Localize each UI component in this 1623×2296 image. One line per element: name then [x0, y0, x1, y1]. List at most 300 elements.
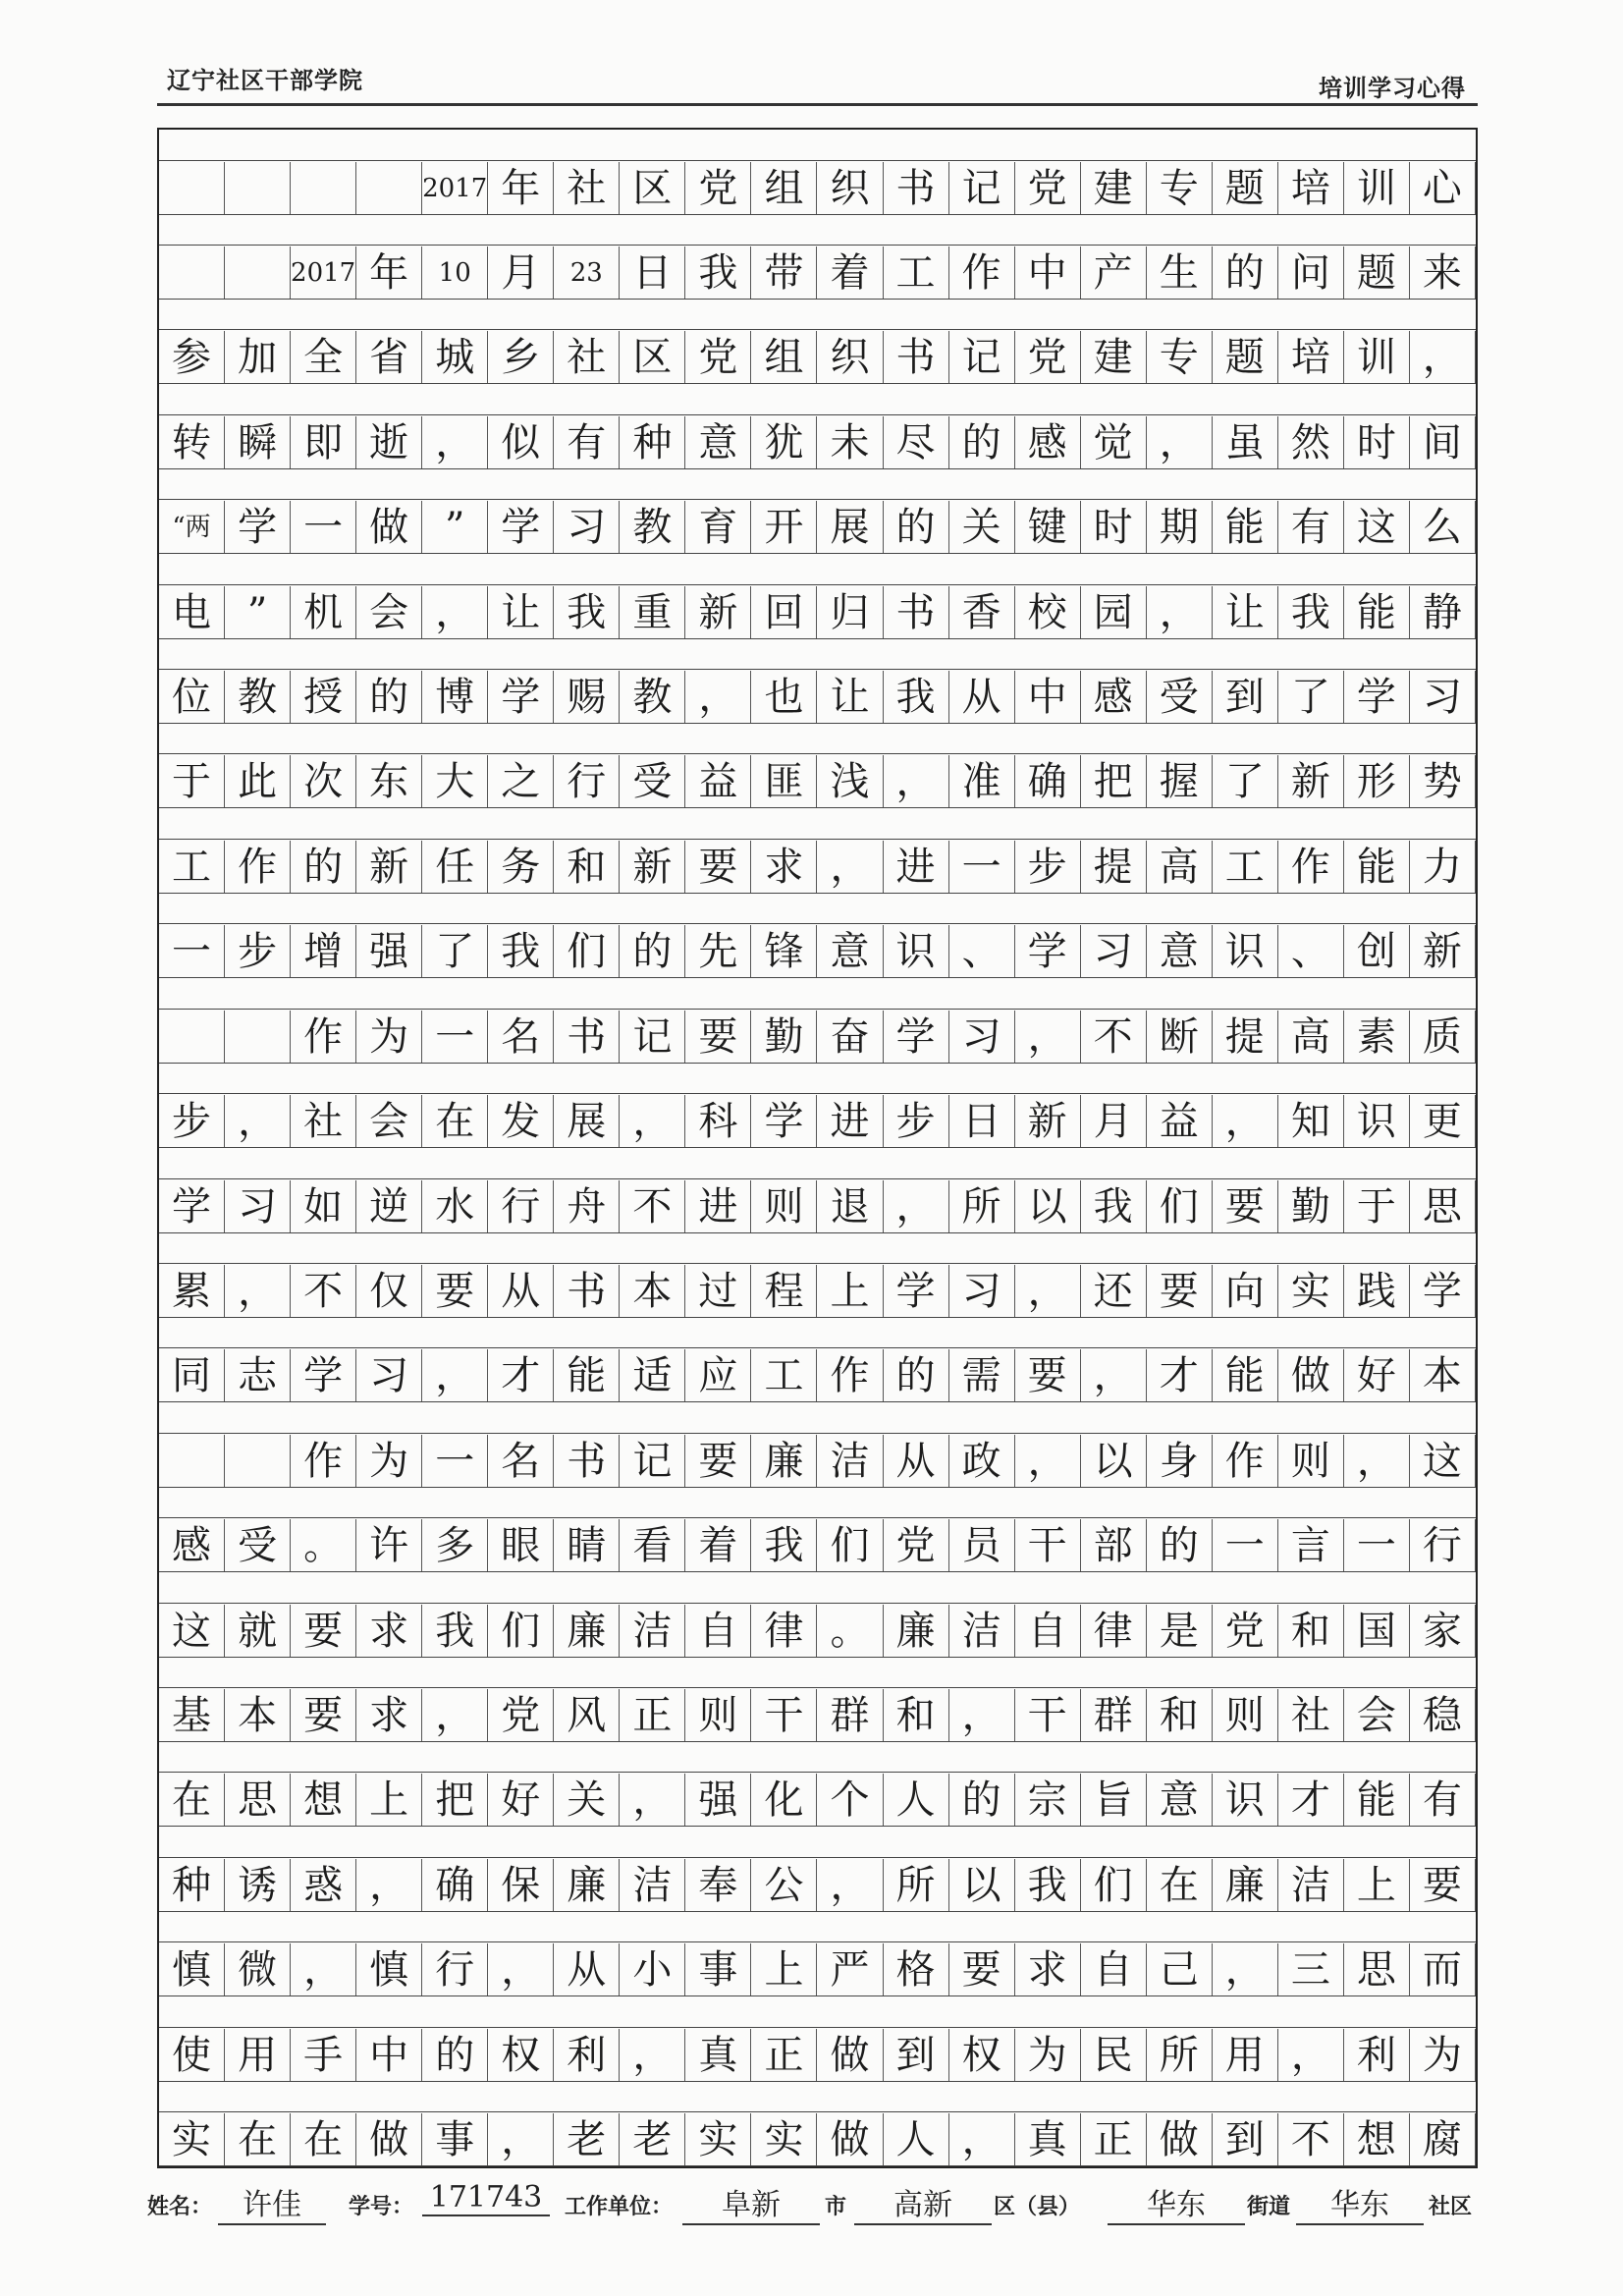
grid-cell: 要: [291, 1689, 356, 1742]
grid-cell: 2017: [422, 162, 488, 215]
grid-cell: 确: [422, 1859, 488, 1912]
grid-cell: 化: [751, 1774, 817, 1827]
student-id-value: 171743: [422, 2180, 550, 2216]
grid-cell: 事: [685, 1943, 751, 1996]
grid-cell: 我: [554, 586, 620, 639]
grid-cell: ，: [1015, 1435, 1081, 1488]
grid-cell: 社: [1278, 1689, 1344, 1742]
grid-cell: 高: [1278, 1011, 1344, 1064]
grid-cell: 断: [1147, 1011, 1213, 1064]
grid-cell: 还: [1081, 1265, 1147, 1318]
grid-cell: 慎: [159, 1943, 225, 1996]
grid-cell: 了: [1213, 755, 1278, 808]
grid-cell: 上: [817, 1265, 883, 1318]
grid-cell: ，: [1213, 1943, 1278, 1996]
grid-cell: 乡: [488, 331, 554, 384]
grid-cell: 实: [1278, 1265, 1344, 1318]
grid-cell: 学: [884, 1265, 949, 1318]
grid-cell: ，: [1278, 2029, 1344, 2082]
grid-cell: 本: [620, 1265, 685, 1318]
grid-cell: 所: [1147, 2029, 1213, 2082]
grid-cell: 基: [159, 1689, 225, 1742]
grid-cell: 和: [1278, 1605, 1344, 1658]
grid-cell: 行: [488, 1180, 554, 1233]
grid-cell: 城: [422, 331, 488, 384]
grid-cell: 以: [1015, 1180, 1081, 1233]
grid-cell: ，: [620, 2029, 685, 2082]
grid-cell: 以: [1081, 1435, 1147, 1488]
grid-cell: 似: [488, 416, 554, 469]
grid-row: [159, 1996, 1476, 2082]
grid-cell: 我: [1081, 1180, 1147, 1233]
grid-cell: 能: [1344, 1774, 1410, 1827]
grid-cell: 真: [1015, 2113, 1081, 2166]
grid-cell: 保: [488, 1859, 554, 1912]
grid-cell: 高: [1147, 841, 1213, 894]
footer-info: [147, 2180, 1483, 2223]
grid-row: [159, 1148, 1476, 1233]
grid-cell: 党: [685, 162, 751, 215]
grid-cell: 记: [949, 162, 1015, 215]
grid-row: [159, 384, 1476, 469]
grid-cell: 所: [949, 1180, 1015, 1233]
grid-cell: 机: [291, 586, 356, 639]
grid-cell: 勤: [1278, 1180, 1344, 1233]
grid-cell: 适: [620, 1349, 685, 1402]
grid-cell: 一: [422, 1435, 488, 1488]
grid-cell: 记: [620, 1011, 685, 1064]
grid-cell: 组: [751, 331, 817, 384]
grid-cell: 洁: [1278, 1859, 1344, 1912]
grid-cell: 的: [1213, 246, 1278, 300]
grid-cell: 犹: [751, 416, 817, 469]
grid-cell: ”: [225, 586, 291, 639]
grid-cell: 即: [291, 416, 356, 469]
grid-cell: ，: [1015, 1011, 1081, 1064]
grid-cell: 新: [356, 841, 422, 894]
grid-cell: 老: [554, 2113, 620, 2166]
grid-cell: 全: [291, 331, 356, 384]
grid-cell: 记: [620, 1435, 685, 1488]
grid-cell: 生: [1147, 246, 1213, 300]
grid-cell: 社: [554, 331, 620, 384]
grid-cell: 步: [159, 1095, 225, 1148]
grid-cell: 不: [620, 1180, 685, 1233]
grid-cell: 实: [685, 2113, 751, 2166]
grid-cell: 在: [159, 1774, 225, 1827]
header-divider: [157, 103, 1478, 106]
grid-cell: 学: [1344, 671, 1410, 724]
grid-cell: 求: [356, 1605, 422, 1658]
grid-cell: 进: [817, 1095, 883, 1148]
grid-cell: 好: [488, 1774, 554, 1827]
grid-cell: 建: [1081, 331, 1147, 384]
grid-cell: 部: [1081, 1519, 1147, 1572]
grid-cell: 从: [949, 671, 1015, 724]
grid-cell: 有: [1410, 1774, 1476, 1827]
grid-cell: 素: [1344, 1011, 1410, 1064]
grid-cell: 党: [884, 1519, 949, 1572]
grid-cell: 质: [1410, 1011, 1476, 1064]
grid-cell: 行: [554, 755, 620, 808]
grid-cell: 党: [1015, 162, 1081, 215]
student-id-label: 学号：: [349, 2195, 414, 2219]
grid-cell: 用: [225, 2029, 291, 2082]
grid-cell: 好: [1344, 1349, 1410, 1402]
grid-cell: 然: [1278, 416, 1344, 469]
grid-cell: 意: [1147, 1774, 1213, 1827]
grid-cell: 廉: [554, 1605, 620, 1658]
grid-cell: 受: [225, 1519, 291, 1572]
grid-cell: 任: [422, 841, 488, 894]
grid-cell: 宗: [1015, 1774, 1081, 1827]
grid-cell: 工: [884, 246, 949, 300]
grid-cell: 奉: [685, 1859, 751, 1912]
grid-cell: 也: [751, 671, 817, 724]
grid-cell: 在: [291, 2113, 356, 2166]
grid-cell: 间: [1410, 416, 1476, 469]
grid-cell: 思: [1410, 1180, 1476, 1233]
grid-cell: ，: [1015, 1265, 1081, 1318]
grid-cell: 新: [685, 586, 751, 639]
grid-cell: ，: [225, 1095, 291, 1148]
district-suffix: 区（县）: [994, 2195, 1081, 2219]
grid-cell: 时: [1344, 416, 1410, 469]
grid-row-band: [159, 1009, 1476, 1064]
grid-cell: 累: [159, 1265, 225, 1318]
grid-cell: 形: [1344, 755, 1410, 808]
grid-cell: ，: [356, 1859, 422, 1912]
grid-cell: 腐: [1410, 2113, 1476, 2166]
grid-cell: 仅: [356, 1265, 422, 1318]
grid-row-band: [159, 499, 1476, 554]
grid-cell: 公: [751, 1859, 817, 1912]
grid-cell: 带: [751, 246, 817, 300]
grid-cell: 赐: [554, 671, 620, 724]
grid-cell: 大: [422, 755, 488, 808]
grid-cell: 一: [949, 841, 1015, 894]
grid-cell: 、: [1278, 925, 1344, 978]
grid-cell: 能: [1213, 1349, 1278, 1402]
grid-cell: 要: [685, 1011, 751, 1064]
grid-cell: 言: [1278, 1519, 1344, 1572]
grid-cell: ，: [422, 1689, 488, 1742]
grid-cell: 区: [620, 331, 685, 384]
grid-cell: 开: [751, 501, 817, 554]
grid-cell: 关: [554, 1774, 620, 1827]
grid-cell: 学: [1015, 925, 1081, 978]
grid-cell: 真: [685, 2029, 751, 2082]
grid-cell: 社: [554, 162, 620, 215]
grid-cell: 到: [1213, 2113, 1278, 2166]
grid-row: [159, 978, 1476, 1064]
grid-cell: 种: [159, 1859, 225, 1912]
grid-cell: ，: [1081, 1349, 1147, 1402]
name-value: 许佳: [218, 2180, 326, 2225]
grid-row-band: [159, 923, 1476, 978]
grid-cell: 新: [1015, 1095, 1081, 1148]
grid-cell: 教: [620, 671, 685, 724]
grid-cell: 中: [1015, 246, 1081, 300]
grid-cell: 奋: [817, 1011, 883, 1064]
grid-cell: 省: [356, 331, 422, 384]
grid-cell: 所: [884, 1859, 949, 1912]
grid-cell: 博: [422, 671, 488, 724]
grid-cell: 来: [1410, 246, 1476, 300]
grid-cell: 训: [1344, 162, 1410, 215]
grid-cell: 不: [291, 1265, 356, 1318]
grid-cell: 过: [685, 1265, 751, 1318]
grid-cell: 利: [1344, 2029, 1410, 2082]
grid-cell: 习: [554, 501, 620, 554]
grid-cell: 书: [554, 1435, 620, 1488]
grid-cell: 们: [817, 1519, 883, 1572]
grid-cell: 为: [356, 1435, 422, 1488]
grid-row: [159, 1912, 1476, 1997]
grid-cell: 则: [751, 1180, 817, 1233]
grid-cell: 实: [159, 2113, 225, 2166]
grid-cell: 新: [620, 841, 685, 894]
grid-cell: 关: [949, 501, 1015, 554]
grid-row-band: [159, 1093, 1476, 1148]
grid-row: [159, 214, 1476, 300]
grid-cell: 书: [884, 586, 949, 639]
grid-cell: 的: [422, 2029, 488, 2082]
grid-cell: 意: [685, 416, 751, 469]
grid-cell: 握: [1147, 755, 1213, 808]
grid-cell: 专: [1147, 162, 1213, 215]
grid-cell: 更: [1410, 1095, 1476, 1148]
grid-cell: 新: [1410, 925, 1476, 978]
grid-cell: 才: [1278, 1774, 1344, 1827]
grid-cell: 的: [291, 841, 356, 894]
street-value: 华东: [1108, 2180, 1245, 2225]
grid-row: [159, 300, 1476, 385]
grid-row: [159, 894, 1476, 979]
grid-cell: 求: [751, 841, 817, 894]
grid-row-band: [159, 245, 1476, 300]
grid-cell: 有: [554, 416, 620, 469]
grid-cell: 电: [159, 586, 225, 639]
grid-cell: ，: [291, 1943, 356, 1996]
grid-cell: 会: [356, 1095, 422, 1148]
grid-cell: 们: [1081, 1859, 1147, 1912]
grid-cell: 书: [884, 331, 949, 384]
grid-cell: 务: [488, 841, 554, 894]
grid-cell: 培: [1278, 162, 1344, 215]
grid-cell: 许: [356, 1519, 422, 1572]
grid-row-band: [159, 2027, 1476, 2082]
grid-cell: 把: [422, 1774, 488, 1827]
grid-cell: 产: [1081, 246, 1147, 300]
grid-cell: 的: [884, 1349, 949, 1402]
grid-cell: 着: [685, 1519, 751, 1572]
grid-cell: 学: [291, 1349, 356, 1402]
grid-cell: 识: [1213, 925, 1278, 978]
grid-cell: 日: [620, 246, 685, 300]
grid-cell: ，: [949, 1689, 1015, 1742]
grid-cell: 们: [1147, 1180, 1213, 1233]
grid-cell: 不: [1278, 2113, 1344, 2166]
grid-cell: 人: [884, 1774, 949, 1827]
grid-cell: 思: [225, 1774, 291, 1827]
grid-cell: 键: [1015, 501, 1081, 554]
grid-cell: 手: [291, 2029, 356, 2082]
grid-cell: 看: [620, 1519, 685, 1572]
grid-cell: 要: [422, 1265, 488, 1318]
grid-row: [159, 469, 1476, 555]
grid-cell: 感: [1015, 416, 1081, 469]
grid-cell: 作: [1278, 841, 1344, 894]
grid-row-band: [159, 1263, 1476, 1318]
grid-cell: 工: [1213, 841, 1278, 894]
grid-cell: ，: [1410, 331, 1476, 384]
grid-cell: 权: [488, 2029, 554, 2082]
name-label: 姓名：: [147, 2195, 213, 2219]
grid-cell: 的: [1147, 1519, 1213, 1572]
grid-cell: 多: [422, 1519, 488, 1572]
grid-cell: 识: [884, 925, 949, 978]
grid-row-band: [159, 584, 1476, 639]
grid-row-band: [159, 2111, 1476, 2166]
grid-cell: 想: [291, 1774, 356, 1827]
grid-row: [159, 1827, 1476, 1912]
grid-cell: ，: [488, 2113, 554, 2166]
grid-cell: 则: [685, 1689, 751, 1742]
grid-cell: 重: [620, 586, 685, 639]
grid-cell: 这: [1410, 1435, 1476, 1488]
grid-cell: 这: [1344, 501, 1410, 554]
grid-cell: 党: [1213, 1605, 1278, 1658]
grid-cell: 确: [1015, 755, 1081, 808]
grid-cell: 个: [817, 1774, 883, 1827]
grid-cell: 织: [817, 331, 883, 384]
grid-cell: 参: [159, 331, 225, 384]
grid-cell: 的: [356, 671, 422, 724]
grid-cell: 做: [1278, 1349, 1344, 1402]
grid-cell: 习: [1081, 925, 1147, 978]
grid-row: [159, 1318, 1476, 1403]
grid-cell: 我: [1278, 586, 1344, 639]
grid-cell: 要: [1147, 1265, 1213, 1318]
grid-cell: 为: [356, 1011, 422, 1064]
grid-cell: 从: [884, 1435, 949, 1488]
header-institution: 辽宁社区干部学院: [167, 66, 363, 94]
grid-cell: ，: [422, 1349, 488, 1402]
grid-cell: 新: [1278, 755, 1344, 808]
grid-cell: 是: [1147, 1605, 1213, 1658]
grid-cell: 勤: [751, 1011, 817, 1064]
grid-cell: 眼: [488, 1519, 554, 1572]
grid-cell: 。: [817, 1605, 883, 1658]
grid-cell: 事: [422, 2113, 488, 2166]
grid-cell: 于: [159, 755, 225, 808]
grid-cell: 一: [1344, 1519, 1410, 1572]
grid-cell: 自: [685, 1605, 751, 1658]
grid-cell: 干: [751, 1689, 817, 1742]
grid-cell: 题: [1213, 162, 1278, 215]
grid-cell: 廉: [884, 1605, 949, 1658]
grid-cell: ，: [685, 671, 751, 724]
city-suffix: 市: [825, 2195, 847, 2219]
grid-cell: 月: [1081, 1095, 1147, 1148]
grid-cell: 上: [356, 1774, 422, 1827]
grid-cell: 瞬: [225, 416, 291, 469]
grid-cell: 要: [685, 841, 751, 894]
grid-cell: 不: [1081, 1011, 1147, 1064]
grid-cell: 意: [817, 925, 883, 978]
grid-cell: 廉: [554, 1859, 620, 1912]
grid-cell: 准: [949, 755, 1015, 808]
grid-cell: 增: [291, 925, 356, 978]
grid-cell: 正: [1081, 2113, 1147, 2166]
grid-cell: 要: [685, 1435, 751, 1488]
grid-cell: 习: [1410, 671, 1476, 724]
grid-cell: 受: [620, 755, 685, 808]
grid-cell: 身: [1147, 1435, 1213, 1488]
grid-cell: 我: [751, 1519, 817, 1572]
grid-cell: 学: [884, 1011, 949, 1064]
grid-cell: 培: [1278, 331, 1344, 384]
grid-cell: 的: [884, 501, 949, 554]
grid-cell: 能: [554, 1349, 620, 1402]
grid-cell: 尽: [884, 416, 949, 469]
grid-cell: 就: [225, 1605, 291, 1658]
grid-cell: 小: [620, 1943, 685, 1996]
grid-cell: 为: [1410, 2029, 1476, 2082]
grid-cell: 创: [1344, 925, 1410, 978]
grid-cell: ，: [422, 416, 488, 469]
grid-cell: 势: [1410, 755, 1476, 808]
grid-cell: 种: [620, 416, 685, 469]
grid-cell: 有: [1278, 501, 1344, 554]
grid-cell: 家: [1410, 1605, 1476, 1658]
grid-cell: 在: [422, 1095, 488, 1148]
grid-row-band: [159, 1347, 1476, 1402]
grid-cell: ，: [817, 1859, 883, 1912]
grid-cell: 归: [817, 586, 883, 639]
grid-cell: 会: [1344, 1689, 1410, 1742]
grid-row-band: [159, 329, 1476, 384]
grid-cell: 、: [949, 925, 1015, 978]
grid-cell: 需: [949, 1349, 1015, 1402]
grid-cell: 社: [291, 1095, 356, 1148]
grid-cell: ”: [422, 501, 488, 554]
grid-cell: 程: [751, 1265, 817, 1318]
grid-cell: 益: [1147, 1095, 1213, 1148]
grid-row-band: [159, 839, 1476, 894]
grid-cell: 我: [685, 246, 751, 300]
grid-cell: 教: [620, 501, 685, 554]
grid-cell: 题: [1344, 246, 1410, 300]
grid-cell: ，: [949, 2113, 1015, 2166]
grid-cell: 未: [817, 416, 883, 469]
grid-cell: 正: [751, 2029, 817, 2082]
grid-cell: 次: [291, 755, 356, 808]
grid-cell: 才: [488, 1349, 554, 1402]
grid-cell: 本: [1410, 1349, 1476, 1402]
grid-cell: 识: [1344, 1095, 1410, 1148]
grid-cell: 加: [225, 331, 291, 384]
grid-cell: 向: [1213, 1265, 1278, 1318]
grid-cell: ，: [1147, 586, 1213, 639]
grid-cell: 位: [159, 671, 225, 724]
grid-cell: 如: [291, 1180, 356, 1233]
grid-cell: 园: [1081, 586, 1147, 639]
grid-cell: 进: [884, 841, 949, 894]
grid-cell: 浅: [817, 755, 883, 808]
grid-cell: 展: [817, 501, 883, 554]
